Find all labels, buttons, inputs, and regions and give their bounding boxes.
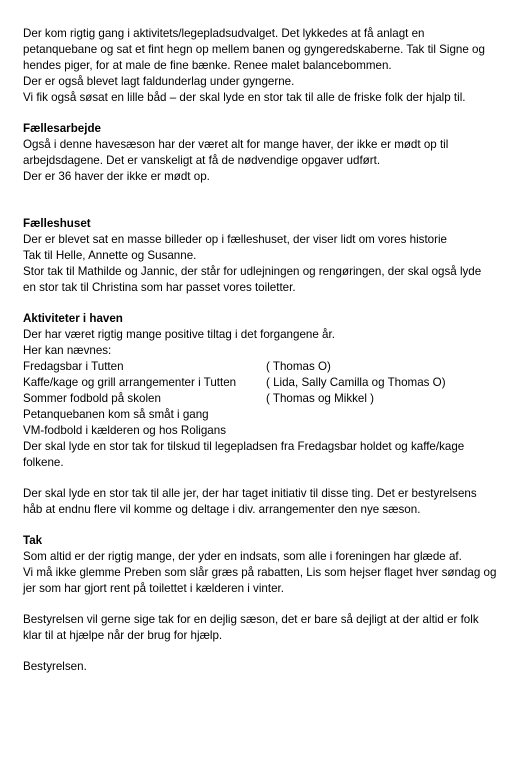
activity-name: Fredagsbar i Tutten [23, 360, 124, 373]
paragraph-line: en stor tak til Christina som har passet vores toiletter. [23, 281, 296, 294]
paragraph-line: Stor tak til Mathilde og Jannic, der står for udlejningen og rengøringen, der skal også lyde [23, 265, 482, 278]
paragraph-line: håb at endnu flere vil komme og deltage i div. arrangementer den nye sæson. [23, 503, 421, 516]
activity-name: Kaffe/kage og grill arrangementer i Tutten [23, 376, 237, 389]
signature: Bestyrelsen. [23, 660, 87, 673]
paragraph-line: Der har været rigtig mange positive tiltag i det forgangene år. [23, 328, 335, 341]
paragraph-line: Her kan nævnes: [23, 344, 112, 357]
activity-people: ( Thomas O) [266, 360, 331, 373]
section-heading-aktiviteter: Aktiviteter i haven [23, 312, 123, 325]
intro-line: Der er også blevet lagt faldunderlag under gyngerne. [23, 75, 295, 88]
paragraph-line: Tak til Helle, Annette og Susanne. [23, 249, 197, 262]
paragraph-line: folkene. [23, 456, 64, 469]
paragraph-line: jer som har gjort rent på toilettet i kælderen i vinter. [23, 582, 284, 595]
paragraph-line: Der er blevet sat en masse billeder op i fælleshuset, der viser lidt om vores historie [23, 233, 447, 246]
intro-line: petanquebane og sat et fint hegn op mellem banen og gyngeredskaberne. Tak til Signe og [23, 43, 485, 56]
intro-line: hendes piger, for at male de fine bænke. Renee malet balancebommen. [23, 59, 392, 72]
paragraph-line: klar til at hjælpe når der brug for hjælp. [23, 629, 223, 642]
activity-people: ( Lida, Sally Camilla og Thomas O) [266, 376, 446, 389]
paragraph-line: Der skal lyde en stor tak for tilskud til legepladsen fra Fredagsbar holdet og kaffe/kage [23, 440, 465, 453]
section-heading-faellesarbejde: Fællesarbejde [23, 122, 101, 135]
section-heading-tak: Tak [23, 534, 43, 547]
activity-name: Petanquebanen kom så småt i gang [23, 408, 209, 421]
paragraph-line: Som altid er der rigtig mange, der yder en indsats, som alle i foreningen har glæde af. [23, 550, 462, 563]
paragraph-line: arbejdsdagene. Det er vanskeligt at få de nødvendige opgaver udført. [23, 154, 381, 167]
intro-line: Der kom rigtig gang i aktivitets/legepladsudvalget. Det lykkedes at få anlagt en [23, 27, 425, 40]
paragraph-line: Der er 36 haver der ikke er mødt op. [23, 170, 210, 183]
section-heading-faelleshuset: Fælleshuset [23, 217, 91, 230]
activity-name: VM-fodbold i kælderen og hos Roligans [23, 424, 227, 437]
paragraph-line: Der skal lyde en stor tak til alle jer, der har taget initiativ til disse ting. Det er bestyrelsens [23, 487, 477, 500]
paragraph-line: Vi må ikke glemme Preben som slår græs på rabatten, Lis som hejser flaget hver søndag og [23, 566, 497, 579]
activity-name: Sommer fodbold på skolen [23, 392, 161, 405]
paragraph-line: Også i denne havesæson har der været alt for mange haver, der ikke er mødt op til [23, 138, 449, 151]
paragraph-line: Bestyrelsen vil gerne sige tak for en dejlig sæson, det er bare så dejligt at der altid er folk [23, 613, 479, 626]
intro-line: Vi fik også søsat en lille båd – der skal lyde en stor tak til alle de friske folk der hjalp til. [23, 91, 466, 104]
activity-people: ( Thomas og Mikkel ) [266, 392, 375, 405]
